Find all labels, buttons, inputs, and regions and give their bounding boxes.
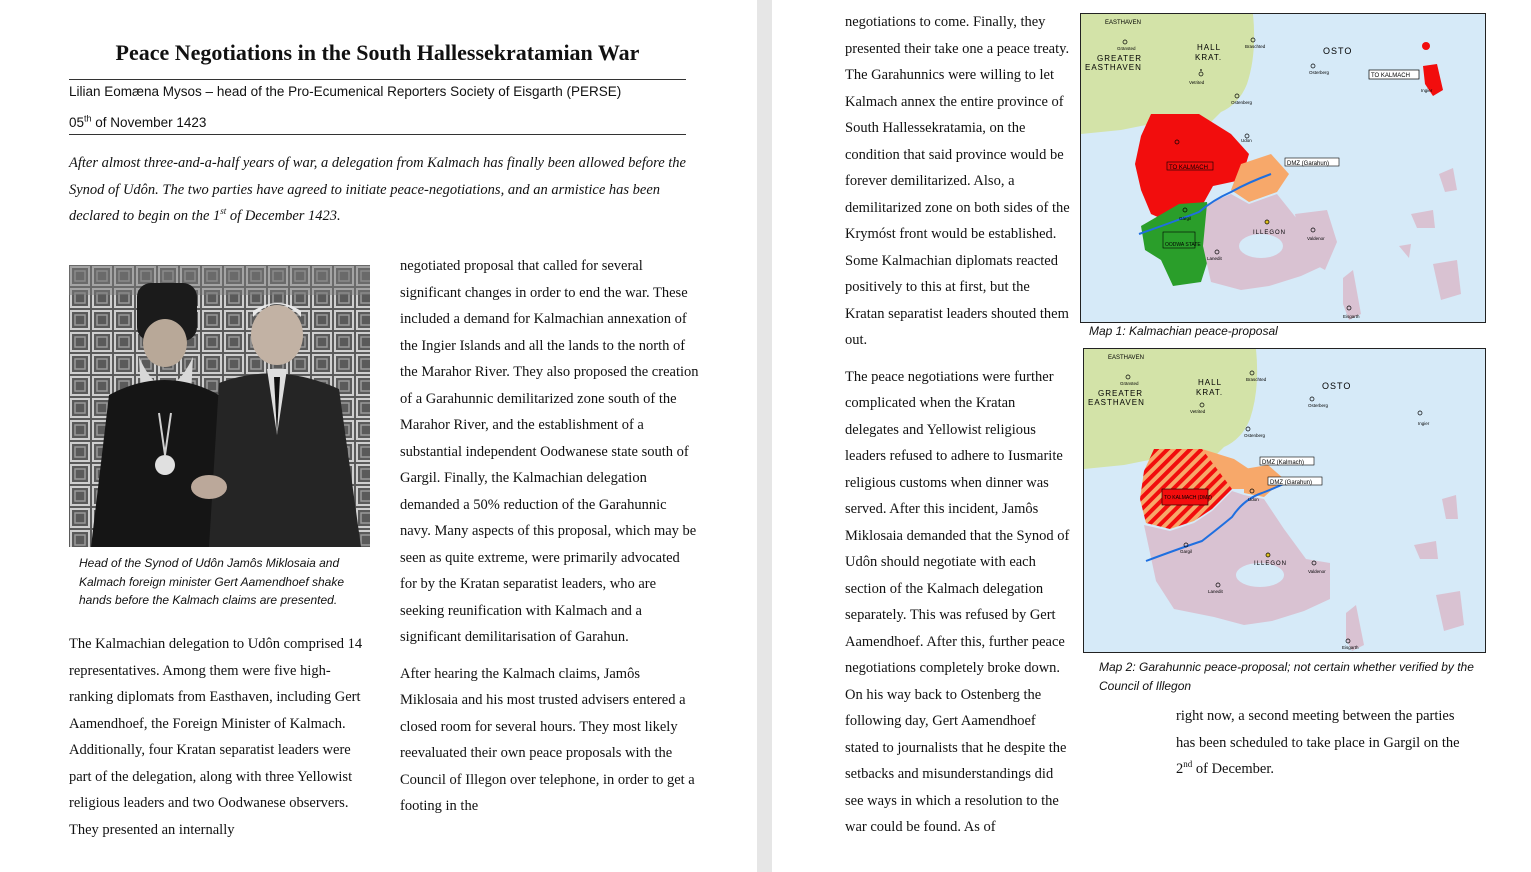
map2-label-dmz-garahun: DMZ (Garahun) xyxy=(1270,480,1313,486)
map2-label-gargil: Gargil xyxy=(1180,549,1193,554)
handshake-photo xyxy=(69,265,370,547)
map2-label-greater: GREATER xyxy=(1098,389,1144,398)
map2-label-greater-easthaven: EASTHAVEN xyxy=(1088,398,1145,407)
map2-label-eisgarth: Eisgarth xyxy=(1342,645,1359,650)
map1-label-lanedit: Lanedit xyxy=(1207,256,1222,261)
map2-label-osterberg: Osterberg xyxy=(1308,403,1329,408)
column-4 xyxy=(1176,703,1476,783)
column-1 xyxy=(69,631,367,843)
left-page xyxy=(0,0,757,872)
map1-label-valdenor: Valdenor xyxy=(1307,236,1325,241)
title-divider xyxy=(69,79,686,80)
map2-label-krat: KRAT. xyxy=(1196,388,1224,397)
map1-label-osterberg: Osterberg xyxy=(1309,70,1330,75)
column-4-suffix: nd xyxy=(1183,759,1193,770)
column-1-paragraph: The Kalmachian delegation to Udôn comprised 14 representatives. Among them were five high-ranking diplomats from Easthaven, including Gert Aamendhoef, the Foreign Minister of Kalmach. Additionally, four Kratan separatist leaders were part of the delegation, along with three Yellowist religious leaders and two Oodwanese observers. They presented an internally xyxy=(69,636,363,838)
map1-label-udon: Udon xyxy=(1241,138,1252,143)
map1-label-vetrited: Vetrited xyxy=(1189,80,1205,85)
map2-label-ingier: Ingier xyxy=(1418,421,1430,426)
map1-label-dmz: DMZ (Garahun) xyxy=(1287,161,1330,167)
map1-label-ostenberg: Ostenberg xyxy=(1231,100,1253,105)
map1-label-ingier: Ingier xyxy=(1421,88,1433,93)
map1-label-gargil: Gargil xyxy=(1179,216,1192,221)
map2-label-easthaven: EASTHAVEN xyxy=(1108,355,1144,361)
column-3-paragraph-1: negotiations to come. Finally, they presented their take one a peace treaty. The Garahunnics were willing to let Kalmach annex the entire province of South Hallessekratamia, on the condition that said province would be forever demilitarized. Also, a demilitarized zone on both sides of the Krymóst front would be established. Some Kalmachian diplomats reacted positively to this at first, but the Kratan separatist leaders shouted them out. xyxy=(845,14,1070,348)
map1-label-krat: KRAT. xyxy=(1195,53,1223,62)
map1-label-eisgarth: Eisgarth xyxy=(1343,314,1360,319)
date-rest: of November 1423 xyxy=(91,115,207,130)
byline: Lilian Eomæna Mysos – head of the Pro-Ecumenical Reporters Society of Eisgarth (PERSE) xyxy=(69,84,622,99)
map-2-graphic xyxy=(1084,349,1485,652)
map1-label-to-kalmach: TO KALMACH xyxy=(1169,165,1208,171)
map1-label-osto: OSTO xyxy=(1323,46,1353,56)
article-date xyxy=(69,115,206,130)
lead-text-end: of December 1423. xyxy=(226,208,341,224)
map-2-caption: Map 2: Garahunnic peace-proposal; not certain whether verified by the Council of Illegon xyxy=(1099,660,1474,693)
map2-label-ganmisted: Gränsted xyxy=(1120,381,1139,386)
map-1-graphic xyxy=(1081,14,1485,322)
map2-label-lanedit: Lanedit xyxy=(1208,589,1223,594)
map2-label-hall: HALL xyxy=(1198,378,1223,387)
column-2-paragraph-2: After hearing the Kalmach claims, Jamôs Miklosaia and his most trusted advisers entered a closed room for several hours. They most likely reevaluated their own peace proposals with the Council of Illegon over telephone, in order to get a footing in the xyxy=(400,665,695,814)
map2-label-illegon: ILLEGON xyxy=(1254,561,1288,567)
map-1 xyxy=(1080,13,1486,323)
map2-label-udon: Udon xyxy=(1248,497,1259,502)
column-4-text-end: of December. xyxy=(1192,761,1274,777)
map1-label-oodwa: OODWA STATE xyxy=(1165,242,1201,248)
lead-suffix: st xyxy=(220,206,227,217)
article-title: Peace Negotiations in the South Hallessekratamian War xyxy=(115,40,640,65)
map-2 xyxy=(1083,348,1486,653)
lead-paragraph xyxy=(69,150,689,230)
map2-label-dmz-kalmach: DMZ (Kalmach) xyxy=(1262,460,1305,466)
right-page xyxy=(772,0,1531,872)
column-3-paragraph-2: The peace negotiations were further complicated when the Kratan delegates and Yellowist religious leaders refused to adhere to Iusmarite religious customs when dinner was served. After this incident, Jamôs Miklosaia demanded that the Synod of Udôn should negotiate with each section of the Kalmach delegation separately. This was refused by Gert Aamendhoef. After this, further peace negotiations completely broke down. On his way back to Ostenberg the following day, Gert Aamendhoef stated to journalists that he despite the setbacks and misunderstandings did see ways in which a resolution to the war could be found. As of xyxy=(845,368,1070,835)
map1-label-easthaven: EASTHAVEN xyxy=(1105,20,1141,26)
date-day: 05 xyxy=(69,115,85,130)
map2-label-valdenor: Valdenor xyxy=(1308,569,1326,574)
map1-label-to-kalmach-islands: TO KALMACH xyxy=(1371,73,1410,79)
photo-illustration xyxy=(69,265,370,547)
map1-label-greater: GREATER xyxy=(1097,54,1143,63)
map-1-caption: Map 1: Kalmachian peace-proposal xyxy=(1089,324,1278,338)
map2-label-osto: OSTO xyxy=(1322,381,1352,391)
column-3 xyxy=(845,9,1070,841)
map2-label-braschted: Braschted xyxy=(1246,377,1267,382)
map2-label-ostenberg: Ostenberg xyxy=(1244,433,1266,438)
date-divider xyxy=(69,134,686,135)
map1-label-illegon: ILLEGON xyxy=(1253,230,1287,236)
map2-label-vetrited: Vetrited xyxy=(1190,409,1206,414)
column-4-paragraph xyxy=(1176,703,1476,783)
lead-text: After almost three-and-a-half years of war, a delegation from Kalmach has finally been allowed before the Synod of Udôn. The two parties have agreed to initiate peace-negotiations, and an armistice has been declared to begin on the 1 xyxy=(69,155,686,224)
column-2-paragraph-1: negotiated proposal that called for several significant changes in order to end the war. These included a demand for Kalmachian annexation of the Ingier Islands and all the lands to the north of the Marahor River. They also proposed the creation of a Garahunnic demilitarized zone south of the Marahor River, and the establishment of a substantial independent Oodwanese state south of Gargil. Finally, the Kalmachian delegation demanded a 50% reduction of the Garahunnic navy. Many aspects of this proposal, which may be seen as quite extreme, were primarily advocated for by the Kratan separatist leaders, who are seeking reunification with Kalmach and a significant demilitarisation of Garahun. xyxy=(400,258,699,645)
map1-label-ganmisted: Gränsted xyxy=(1117,46,1136,51)
map2-label-to-kalmach: TO KALMACH (DMZ) xyxy=(1164,495,1212,501)
column-4-text: right now, a second meeting between the parties has been scheduled to take place in Gargil on the 2 xyxy=(1176,708,1460,777)
date-suffix: th xyxy=(84,113,92,124)
map1-label-hall: HALL xyxy=(1197,43,1222,52)
column-2 xyxy=(400,253,700,820)
map1-label-braschted: Braschted xyxy=(1245,44,1266,49)
photo-caption: Head of the Synod of Udôn Jamôs Miklosaia and Kalmach foreign minister Gert Aamendhoef shake hands before the Kalmach claims are presented. xyxy=(79,556,345,607)
map1-label-greater-easthaven: EASTHAVEN xyxy=(1085,63,1142,72)
